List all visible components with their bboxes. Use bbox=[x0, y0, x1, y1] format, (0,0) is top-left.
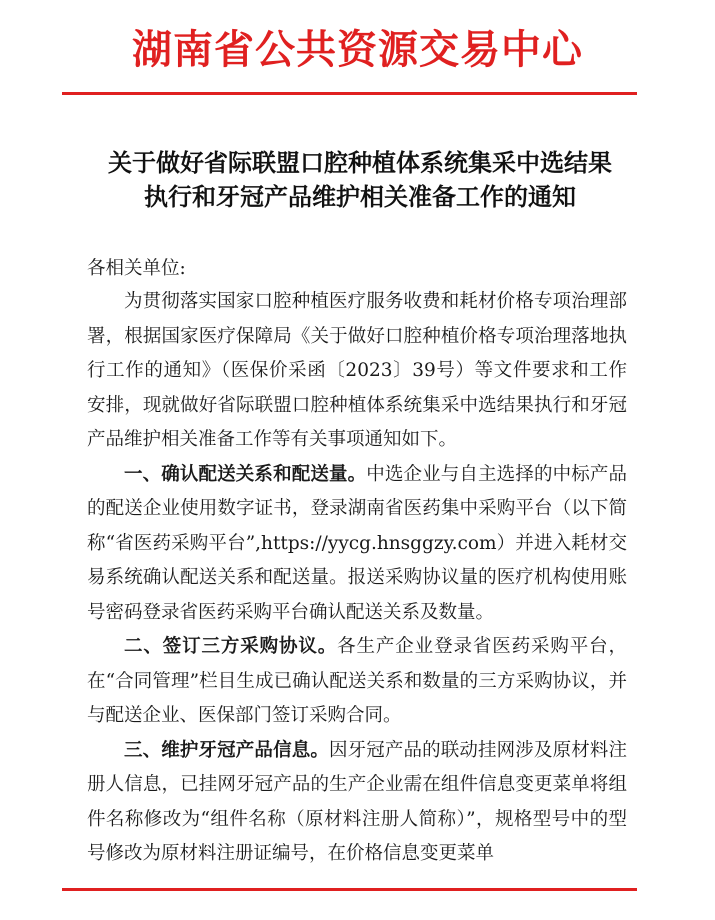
section-1-paragraph bbox=[87, 458, 627, 631]
notice-title-line-1: 关于做好省际联盟口腔种植体系统集采中选结果 bbox=[108, 148, 612, 177]
section-2-heading: 二、签订三方采购协议。 bbox=[124, 636, 338, 657]
letterhead-red-rule bbox=[62, 92, 637, 95]
section-3-paragraph bbox=[87, 734, 627, 872]
section-3-text: 因牙冠产品的联动挂网涉及原材料注册人信息，已挂网牙冠产品的生产企业需在组件信息变更菜单将组件名称修改为“组件名称（原材料注册人简称）”，规格型号中的型号修改为原材料注册证编号，在价格信息变更菜单 bbox=[87, 739, 627, 864]
footer-red-rule bbox=[62, 888, 637, 891]
section-1-heading: 一、确认配送关系和配送量。 bbox=[124, 463, 367, 485]
section-3-heading: 三、维护牙冠产品信息。 bbox=[124, 739, 329, 761]
body-paragraphs bbox=[87, 285, 627, 872]
section-2-paragraph bbox=[87, 630, 627, 734]
salutation: 各相关单位: bbox=[87, 258, 186, 279]
section-2-text: 各生产企业登录省医药采购平台，在“合同管理”栏目生成已确认配送关系和数量的三方采购协议，并与配送企业、医保部门签订采购合同。 bbox=[87, 636, 627, 726]
intro-paragraph: 为贯彻落实国家口腔种植医疗服务收费和耗材价格专项治理部署，根据国家医疗保障局《关于做好口腔种植价格专项治理落地执行工作的通知》（医保价采函〔2023〕39号）等文件要求和工作安排，现就做好省际联盟口腔种植体系统集采中选结果执行和牙冠产品维护相关准备工作等有关事项通知如下。 bbox=[87, 291, 627, 450]
notice-title-line-2: 执行和牙冠产品维护相关准备工作的通知 bbox=[144, 182, 576, 211]
section-1-text: 中选企业与自主选择的中标产品的配送企业使用数字证书，登录湖南省医药集中采购平台（以下简称“省医药采购平台”,https://yycg.hnsggzy.com）并进入耗材交易系统确认配送关系和配送量。报送采购协议量的医疗机构使用账号密码登录省医药采购平台确认配送关系及数量。 bbox=[87, 463, 627, 623]
letterhead-title: 湖南省公共资源交易中心 bbox=[132, 27, 583, 73]
